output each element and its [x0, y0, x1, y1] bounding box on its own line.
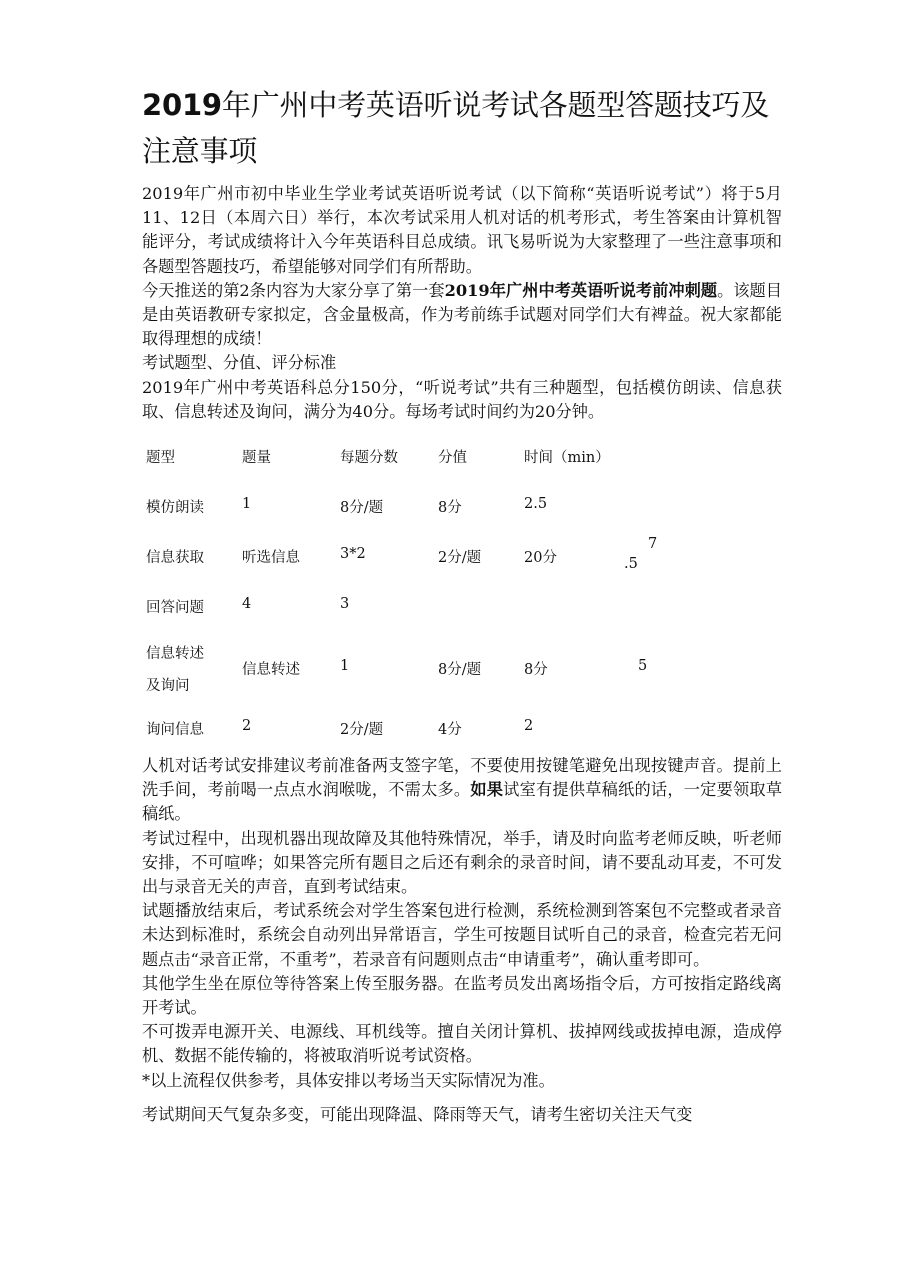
table-cell: 8分 [438, 500, 462, 517]
table-cell: 回答问题 [146, 600, 204, 617]
push-bold-title: 2019年广州中考英语听说考前冲刺题 [444, 280, 718, 300]
section-heading: 考试题型、分值、评分标准 [142, 353, 337, 373]
table-cell: 听选信息 [242, 550, 300, 567]
table-header: 分值 [438, 450, 467, 467]
notes-paragraph-3: 试题播放结束后，考试系统会对学生答案包进行检测，系统检测到答案包不完整或者录音未达到标准时，系统会自动列出异常语言，学生可按题目试听自己的录音，检查完若无问题点击“录音正常，不重考”，若录音有问题则点击“申请重考”，确认重考即可。 [142, 901, 782, 969]
table-header: 题量 [242, 450, 271, 467]
exam-structure-table [142, 424, 782, 754]
table-cell: 2分/题 [438, 550, 482, 567]
table-cell-time-7: 7 [648, 536, 658, 553]
notes-paragraph-2: 考试过程中，出现机器出现故障及其他特殊情况，举手，请及时向监考老师反映，听老师安排，不可喧哗；如果答完所有题目之后还有剩余的录音时间，请不要乱动耳麦，不可发出与录音无关的声音，直到考试结束。 [142, 828, 782, 897]
table-cell: 4分 [438, 722, 462, 739]
table-cell: 2 [524, 718, 534, 735]
table-cell: 4 [242, 596, 252, 613]
document-page [142, 82, 782, 1127]
table-cell: 信息获取 [146, 550, 204, 567]
push-paragraph [142, 279, 782, 352]
page-title [142, 82, 782, 174]
table-cell: 8分/题 [340, 500, 384, 517]
table-cell: 20分 [524, 550, 557, 567]
table-cell: 2.5 [524, 496, 548, 513]
table-cell: 信息转述 [146, 646, 204, 663]
table-header: 题型 [146, 450, 175, 467]
table-cell-time-5: .5 [624, 556, 638, 573]
push-suffix: 。该题目是由英语教研专家拟定，含金量极高，作为考前练手试题对同学们大有裨益。祝大家都能取得理想的成绩！ [142, 280, 782, 349]
notes-paragraph-7: 考试期间天气复杂多变，可能出现降温、降雨等天气，请考生密切关注天气变 [142, 1104, 693, 1124]
table-cell: 及询问 [146, 678, 190, 695]
push-prefix: 今天推送的第2条内容为大家分享了第一套 [142, 280, 445, 300]
table-cell: 询问信息 [146, 722, 204, 739]
notes-paragraph-6: *以上流程仅供参考，具体安排以考场当天实际情况为准。 [142, 1070, 555, 1090]
table-header: 时间（min） [524, 450, 610, 467]
table-cell: 3*2 [340, 546, 366, 563]
table-cell: 信息转述 [242, 662, 300, 679]
table-cell: 模仿朗读 [146, 500, 204, 517]
table-cell: 1 [340, 658, 350, 675]
table-cell: 8分/题 [438, 662, 482, 679]
table-header: 每题分数 [340, 450, 398, 467]
intro-paragraph: 2019年广州市初中毕业生学业考试英语听说考试（以下简称“英语听说考试”）将于5月11、12日（本周六日）举行，本次考试采用人机对话的机考形式，考生答案由计算机智能评分，考试成绩将计入今年英语科目总成绩。讯飞易听说为大家整理了一些注意事项和各题型答题技巧，希望能够对同学们有所帮助。 [142, 184, 782, 276]
notes-paragraph-4: 其他学生坐在原位等待答案上传至服务器。在监考员发出离场指令后，方可按指定路线离开考试。 [142, 973, 782, 1018]
table-cell: 2 [242, 718, 252, 735]
notes-p1-suffix: 试室有提供草稿纸的话，一定要领取草稿纸。 [142, 780, 783, 824]
table-cell: 8分 [524, 662, 548, 679]
table-cell: 5 [638, 658, 648, 675]
scoring-paragraph: 2019年广州中考英语科总分150分，“听说考试”共有三种题型，包括模仿朗读、信息获取、信息转述及询问，满分为40分。每场考试时间约为20分钟。 [142, 377, 782, 421]
notes-paragraph-5: 不可拨弄电源开关、电源线、耳机线等。擅自关闭计算机、拔掉网线或拔掉电源，造成停机、数据不能传输的，将被取消听说考试资格。 [142, 1022, 782, 1066]
table-cell: 1 [242, 496, 252, 513]
notes-paragraph-1 [142, 754, 782, 827]
table-cell: 2分/题 [340, 722, 384, 739]
title-text: 年广州中考英语听说考试各题型答题技巧及注意事项 [142, 88, 770, 168]
notes-p1-prefix: 人机对话考试安排建议考前准备两支签字笔，不要使用按键笔避免出现按键声音。提前上洗手间，考前喝一点点水润喉咙，不需太多。 [142, 756, 782, 800]
notes-p1-bold: 如果 [470, 780, 504, 800]
table-cell: 3 [340, 596, 350, 613]
title-year: 2019 [142, 88, 222, 122]
